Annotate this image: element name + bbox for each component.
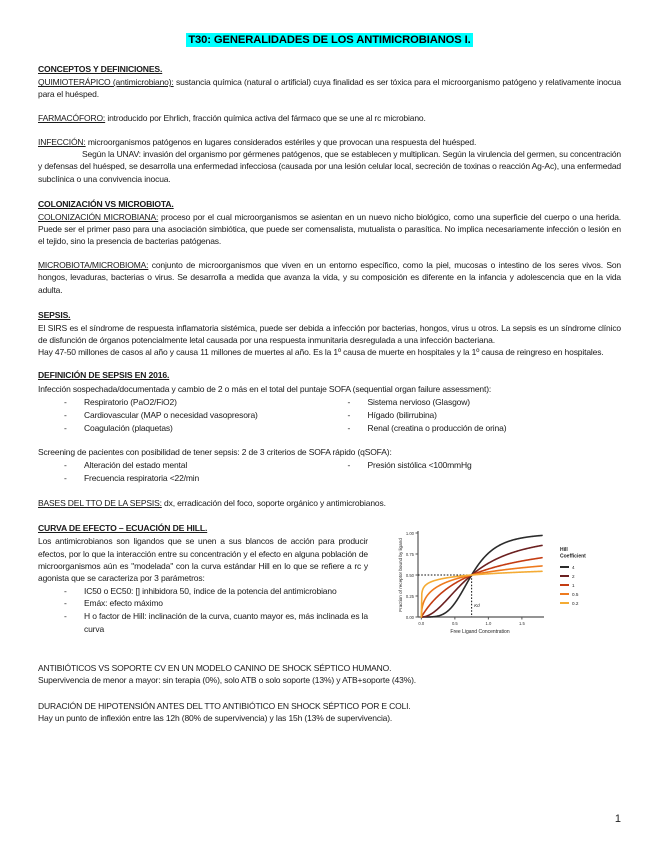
paragraph-antibioticos: Supervivencia de menor a mayor: sin terapia (0%), solo ATB o solo soporte (13%) y ATB+soporte (43%). [38, 674, 416, 685]
text-farmacoforo: introducido por Ehrlich, fracción química activa del fármaco que se une al rc microbiano. [105, 113, 426, 124]
dash-bullet-icon: - [347, 422, 351, 433]
hill-chart [374, 525, 612, 641]
list-item [348, 396, 622, 409]
dash-bullet-icon: - [64, 611, 67, 622]
paragraph-hipotension: Hay un punto de inflexión entre las 12h (80% de supervivencia) y las 15h (13% de supervivencia). [38, 713, 393, 724]
text-infeccion: microorganismos patógenos en lugares considerados estériles y que provocan una respuesta del huésped. [85, 137, 477, 148]
qsofa-item-label: Frecuencia respiratoria <22/min [84, 473, 200, 484]
list-item [348, 459, 622, 472]
heading-antibioticos: ANTIBIÓTICOS VS SOPORTE CV EN UN MODELO CANINO DE SHOCK SÉPTICO HUMANO. [38, 662, 392, 673]
page-title-text: T30: GENERALIDADES DE LOS ANTIMICROBIANOS I. [188, 34, 471, 46]
hill-text-block [38, 523, 368, 636]
paragraph-farmacoforo [38, 112, 621, 124]
paragraph-colonizacion [38, 211, 621, 247]
section-heading-conceptos: CONCEPTOS Y DEFINICIONES. [38, 63, 163, 74]
dash-bullet-icon: - [64, 460, 67, 471]
section-heading-hill: CURVA DE EFECTO – ECUACIÓN DE HILL. [38, 522, 208, 533]
hill-chart-svg [374, 525, 612, 641]
svg-text:1.00: 1.00 [405, 530, 414, 536]
section-heading-colonizacion: COLONIZACIÓN VS MICROBIOTA. [38, 198, 174, 209]
list-item [64, 610, 368, 636]
text-quimioterapico: sustancia química (natural o artificial) cuya finalidad es ser tóxica para el microorganismo patógeno y relativamente inocua para el huésped. [38, 77, 622, 100]
list-item [64, 585, 368, 598]
list-item [64, 396, 330, 409]
paragraph-definicion-intro: Infección sospechada/documentada y cambio de 2 o más en el total del puntaje SOFA (sequential organ failure assessment): [38, 383, 492, 394]
term-infeccion: INFECCIÓN: [38, 137, 86, 148]
qsofa-item-label: Alteración del estado mental [84, 460, 188, 471]
paragraph-sepsis-2: Hay 47-50 millones de casos al año y causa 11 millones de muertes al año. Es la 1º causa de muerte en hospitales y la 1º causa de reingreso en hospitales. [38, 347, 604, 358]
paragraph-bases-tto [38, 497, 621, 509]
svg-text:Kd: Kd [474, 602, 480, 608]
svg-text:4: 4 [572, 564, 575, 570]
sofa-item-label: Hígado (bilirrubina) [367, 409, 437, 420]
dash-bullet-icon: - [347, 460, 351, 471]
list-item [64, 422, 330, 435]
svg-text:Hill: Hill [560, 546, 568, 553]
sofa-criteria-list [38, 396, 621, 434]
sofa-item-label: Cardiovascular (MAP o necesidad vasopresora) [84, 409, 258, 420]
svg-text:Free Ligand Concentration: Free Ligand Concentration [450, 628, 510, 635]
term-microbiota: MICROBIOTA/MICROBIOMA: [38, 260, 149, 271]
svg-text:0.2: 0.2 [572, 600, 579, 606]
dash-bullet-icon: - [347, 397, 351, 407]
list-item [348, 409, 622, 422]
qsofa-item-label: Presión sistólica <100mmHg [367, 460, 472, 471]
svg-text:1.0: 1.0 [485, 620, 492, 626]
term-farmacoforo: FARMACÓFORO: [38, 113, 106, 124]
text-colonizacion-microbiana: proceso por el cual microorganismos se asientan en un nuevo nicho biológico, como una superficie del cuerpo o una herida. Puede ser el primer paso para una asociación simbiótica, que puede ser comensalista, mutualista o parasítica. No implica necesariamente infección o lesión en el tejido, sino la presencia de bacterias patógenas. [38, 212, 621, 247]
heading-hipotension: DURACIÓN DE HIPOTENSIÓN ANTES DEL TTO ANTIBIÓTICO EN SHOCK SÉPTICO POR E COLI. [38, 701, 411, 711]
svg-text:0.0: 0.0 [418, 620, 425, 626]
page-title [38, 33, 621, 48]
hill-parameters-list [38, 585, 368, 636]
dash-bullet-icon: - [64, 598, 67, 609]
hill-param-label: IC50 o EC50: [] inhibidora 50, índice de la potencia del antimicrobiano [84, 585, 337, 596]
hill-param-label: H o factor de Hill: inclinación de la curva, cuanto mayor es, más inclinada es la curva [84, 611, 368, 634]
paragraph-quimioterapico [38, 76, 621, 100]
term-quimioterapico: QUIMIOTERÁPICO (antimicrobiano): [38, 77, 174, 88]
sofa-item-label: Coagulación (plaquetas) [84, 422, 173, 433]
qsofa-column-right [330, 459, 622, 485]
section-heading-sepsis: SEPSIS. [38, 309, 71, 320]
svg-text:1.5: 1.5 [518, 620, 525, 626]
page-number: 1 [614, 813, 621, 825]
paragraph-infeccion-unav: Según la UNAV: invasión del organismo por gérmenes patógenos, que se establecen y multiplican. Según la virulencia del germen, su concentración y defensas del huésped, se desarrolla una enfermedad infecciosa (causada por una lesión celular local, secreción de toxinas o reacción Ag-Ac), una enfermedad subclínica o una convivencia inocua. [38, 149, 621, 184]
dash-bullet-icon: - [347, 409, 351, 420]
paragraph-screening-intro: Screening de pacientes con posibilidad de tener sepsis: 2 de 3 criterios de SOFA rápido (qSOFA): [38, 447, 392, 458]
text-microbiota: conjunto de microorganismos que viven en un entorno específico, como la piel, mucosas o intestino de los seres vivos. Son hongos, levaduras, bacterias o virus. Se desarrolla a medida que avanza la vida, y su composición es diferente en la infancia y adolescencia que en la vida adulta. [38, 260, 621, 295]
sofa-item-label: Sistema nervioso (Glasgow) [367, 397, 470, 407]
term-bases-tto: BASES DEL TTO DE LA SEPSIS: [38, 497, 162, 508]
svg-text:0.5: 0.5 [572, 591, 579, 597]
paragraph-hill: Los antimicrobianos son ligandos que se unen a sus blancos de acción para producir efectos, por lo que la interacción entre su concentración y el efecto en alguna población de microorganismos aún es ''modelada'' con la curva estándar Hill en lo que se refiere a rc y agonista que se caracteriza por 3 parámetros: [38, 536, 368, 583]
dash-bullet-icon: - [64, 473, 67, 484]
sofa-column-left [38, 396, 330, 434]
qsofa-column-left [38, 459, 330, 485]
svg-text:0.5: 0.5 [451, 620, 458, 626]
term-colonizacion-microbiana: COLONIZACIÓN MICROBIANA: [38, 212, 159, 223]
svg-text:2: 2 [572, 573, 575, 579]
svg-text:0.75: 0.75 [405, 551, 414, 557]
sofa-item-label: Respiratorio (PaO2/FiO2) [84, 397, 177, 407]
list-item [64, 459, 330, 472]
list-item [64, 472, 330, 485]
sofa-item-label: Renal (creatina o producción de orina) [367, 422, 507, 433]
qsofa-criteria-list [38, 459, 621, 485]
svg-text:1: 1 [572, 582, 575, 588]
paragraph-microbiota [38, 259, 621, 295]
sofa-column-right [330, 396, 622, 434]
svg-text:Coefficient: Coefficient [560, 553, 586, 560]
paragraph-sepsis-1: El SIRS es el síndrome de respuesta inflamatoria sistémica, puede ser debida a infección por bacterias, hongos, virus u otros. La sepsis es un síndrome clínico de disfunción de órganos potencialmente letal causada por una respuesta inmunitaria desregulada a una infección bacteriana. [38, 323, 621, 346]
hill-param-label: Emáx: efecto máximo [84, 598, 163, 609]
list-item [348, 422, 622, 435]
list-item [64, 597, 368, 610]
dash-bullet-icon: - [64, 422, 67, 433]
list-item [64, 409, 330, 422]
svg-text:0.25: 0.25 [405, 593, 414, 599]
hill-curve-figure [368, 523, 621, 641]
hill-curve-section [38, 523, 621, 641]
svg-text:Fraction of receptor bound by: Fraction of receptor bound by ligand [398, 538, 403, 612]
svg-text:0.50: 0.50 [405, 572, 414, 578]
dash-bullet-icon: - [64, 409, 67, 420]
svg-text:0.00: 0.00 [405, 614, 414, 620]
paragraph-infeccion [38, 136, 621, 148]
dash-bullet-icon: - [64, 585, 67, 596]
text-bases-tto: dx, erradicación del foco, soporte orgánico y antimicrobianos. [161, 497, 386, 508]
dash-bullet-icon: - [64, 397, 67, 407]
section-heading-definicion-sepsis: DEFINICIÓN DE SEPSIS EN 2016. [38, 370, 170, 381]
